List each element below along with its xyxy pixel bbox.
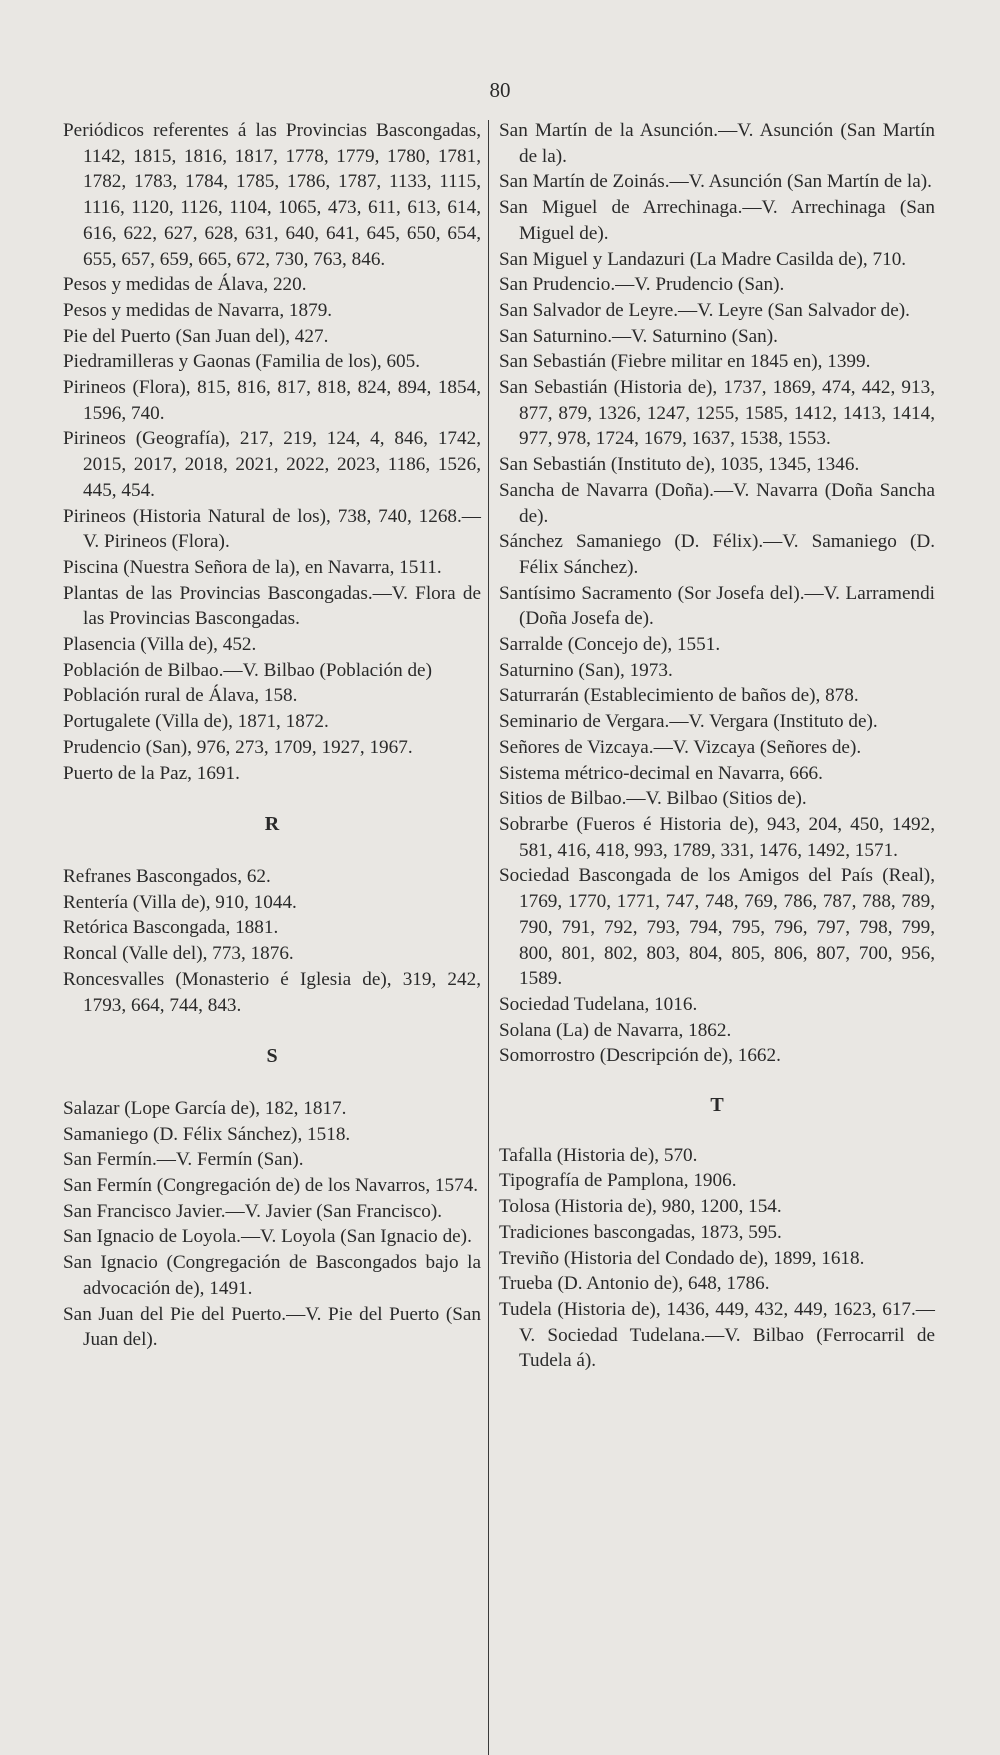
- index-entry: Sarralde (Concejo de), 1551.: [499, 634, 721, 656]
- entries-t: [499, 1143, 935, 1374]
- index-entry: Sánchez Samaniego (D. Félix).—V. Samaniego (D. Félix Sánchez).: [499, 531, 935, 578]
- index-entry: San Saturnino.—V. Saturnino (San).: [499, 325, 778, 347]
- index-entry: Periódicos referentes á las Provincias Bascongadas, 1142, 1815, 1816, 1817, 1778, 1779, 1780, 1781, 1782, 1783, 1784, 1785, 1786, 1787, 1133, 1115, 1116, 1120, 1126, 1104, 1065, 473, 611, 613, 614, 616, 622, 627, 628, 631, 640, 641, 645, 650, 654, 655, 657, 659, 665, 672, 730, 763, 846.: [63, 120, 481, 270]
- index-entry: Sobrarbe (Fueros é Historia de), 943, 204, 450, 1492, 581, 416, 418, 993, 1789, 331, 1476, 1492, 1571.: [499, 813, 935, 861]
- index-entry: San Miguel y Landazuri (La Madre Casilda de), 710.: [499, 248, 907, 270]
- index-entry: Tradiciones bascongadas, 1873, 595.: [499, 1221, 782, 1243]
- index-entry: Retórica Bascongada, 1881.: [63, 917, 279, 939]
- index-entry: Pie del Puerto (San Juan del), 427.: [63, 325, 329, 347]
- index-entry: Roncesvalles (Monasterio é Iglesia de), 319, 242, 1793, 664, 744, 843.: [63, 968, 481, 1016]
- page-number: 80: [489, 78, 511, 102]
- entries-s: [63, 1096, 481, 1353]
- index-entry: San Ignacio (Congregación de Bascongados bajo la advocación de), 1491.: [63, 1252, 481, 1299]
- index-entry: San Juan del Pie del Puerto.—V. Pie del Puerto (San Juan del).: [63, 1303, 481, 1351]
- index-entry: Pirineos (Geografía), 217, 219, 124, 4, 846, 1742, 2015, 2017, 2018, 2021, 2022, 2023, 1186, 1526, 445, 454.: [63, 428, 481, 501]
- section-letter-t: T: [710, 1094, 724, 1117]
- index-entry: Portugalete (Villa de), 1871, 1872.: [63, 711, 329, 733]
- index-entry: Sociedad Bascongada de los Amigos del País (Real), 1769, 1770, 1771, 747, 748, 769, 786, 787, 788, 789, 790, 791, 792, 793, 794, 795, 796, 797, 798, 799, 800, 801, 802, 803, 804, 805, 806, 807, 700, 956, 1589.: [499, 865, 935, 990]
- index-entry: San Sebastián (Instituto de), 1035, 1345, 1346.: [499, 454, 860, 476]
- column-divider: [488, 120, 489, 1755]
- index-entry: Saturrarán (Establecimiento de baños de), 878.: [499, 685, 859, 707]
- index-entry: Somorrostro (Descripción de), 1662.: [499, 1045, 781, 1067]
- index-entry: Saturnino (San), 1973.: [499, 659, 673, 681]
- index-entry: Trueba (D. Antonio de), 648, 1786.: [499, 1273, 770, 1295]
- index-entry: San Fermín (Congregación de) de los Navarros, 1574.: [63, 1175, 479, 1197]
- index-entry: Puerto de la Paz, 1691.: [63, 762, 240, 784]
- index-entry: San Martín de la Asunción.—V. Asunción (San Martín de la).: [499, 120, 935, 167]
- index-entry: Piscina (Nuestra Señora de la), en Navarra, 1511.: [63, 556, 442, 578]
- index-entry: Pesos y medidas de Navarra, 1879.: [63, 299, 333, 321]
- section-letter-r: R: [264, 813, 280, 836]
- entries-s-continued: [499, 118, 935, 1069]
- index-entry: Tudela (Historia de), 1436, 449, 432, 449, 1623, 617.—V. Sociedad Tudelana.—V. Bilbao (Ferrocarril de Tudela á).: [499, 1298, 935, 1372]
- index-entry: Plantas de las Provincias Bascongadas.—V. Flora de las Provincias Bascongadas.: [63, 582, 481, 630]
- index-entry: San Sebastián (Fiebre militar en 1845 en), 1399.: [499, 351, 871, 373]
- index-entry: Seminario de Vergara.—V. Vergara (Instituto de).: [499, 711, 878, 733]
- index-entry: Treviño (Historia del Condado de), 1899, 1618.: [499, 1247, 865, 1269]
- index-entry: Prudencio (San), 976, 273, 1709, 1927, 1967.: [63, 736, 413, 758]
- index-entry: San Martín de Zoinás.—V. Asunción (San Martín de la).: [499, 171, 932, 193]
- index-entry: San Salvador de Leyre.—V. Leyre (San Salvador de).: [499, 299, 910, 321]
- entries-r: [63, 864, 481, 1018]
- index-entry: Tipografía de Pamplona, 1906.: [499, 1170, 737, 1192]
- index-entry: San Prudencio.—V. Prudencio (San).: [499, 274, 785, 296]
- index-entry: Sancha de Navarra (Doña).—V. Navarra (Doña Sancha de).: [499, 479, 935, 527]
- index-entry: Salazar (Lope García de), 182, 1817.: [63, 1097, 347, 1119]
- index-entry: San Francisco Javier.—V. Javier (San Francisco).: [63, 1200, 443, 1222]
- index-entry: San Sebastián (Historia de), 1737, 1869, 474, 442, 913, 877, 879, 1326, 1247, 1255, 1585, 1412, 1413, 1414, 977, 978, 1724, 1679, 1637, 1538, 1553.: [499, 377, 935, 450]
- index-entry: Población rural de Álava, 158.: [63, 685, 298, 707]
- left-column: [63, 118, 481, 1353]
- index-entry: Tolosa (Historia de), 980, 1200, 154.: [499, 1196, 782, 1218]
- index-entry: San Miguel de Arrechinaga.—V. Arrechinaga (San Miguel de).: [499, 197, 935, 244]
- index-entry: Santísimo Sacramento (Sor Josefa del).—V. Larramendi (Doña Josefa de).: [499, 582, 935, 630]
- index-entry: Sistema métrico-decimal en Navarra, 666.: [499, 762, 823, 784]
- section-letter-s: S: [266, 1045, 278, 1068]
- index-entry: Sociedad Tudelana, 1016.: [499, 993, 698, 1015]
- index-entry: Solana (La) de Navarra, 1862.: [499, 1019, 732, 1041]
- index-entry: Samaniego (D. Félix Sánchez), 1518.: [63, 1123, 351, 1145]
- index-entry: San Ignacio de Loyola.—V. Loyola (San Ignacio de).: [63, 1226, 472, 1248]
- index-entry: Tafalla (Historia de), 570.: [499, 1144, 698, 1166]
- index-entry: Piedramilleras y Gaonas (Familia de los), 605.: [63, 351, 421, 373]
- index-entry: Plasencia (Villa de), 452.: [63, 634, 257, 656]
- index-entry: Sitios de Bilbao.—V. Bilbao (Sitios de).: [499, 788, 807, 810]
- index-entry: Señores de Vizcaya.—V. Vizcaya (Señores de).: [499, 736, 862, 758]
- index-entry: Rentería (Villa de), 910, 1044.: [63, 891, 297, 913]
- index-entry: San Fermín.—V. Fermín (San).: [63, 1149, 304, 1171]
- index-entry: Refranes Bascongados, 62.: [63, 865, 271, 887]
- entries-p: [63, 118, 481, 786]
- index-entry: Población de Bilbao.—V. Bilbao (Población de): [63, 659, 432, 681]
- index-entry: Pirineos (Historia Natural de los), 738, 740, 1268.—V. Pirineos (Flora).: [63, 505, 481, 553]
- index-entry: Pirineos (Flora), 815, 816, 817, 818, 824, 894, 1854, 1596, 740.: [63, 377, 481, 424]
- right-column: [499, 118, 935, 1374]
- index-entry: Pesos y medidas de Álava, 220.: [63, 274, 307, 296]
- index-entry: Roncal (Valle del), 773, 1876.: [63, 943, 294, 965]
